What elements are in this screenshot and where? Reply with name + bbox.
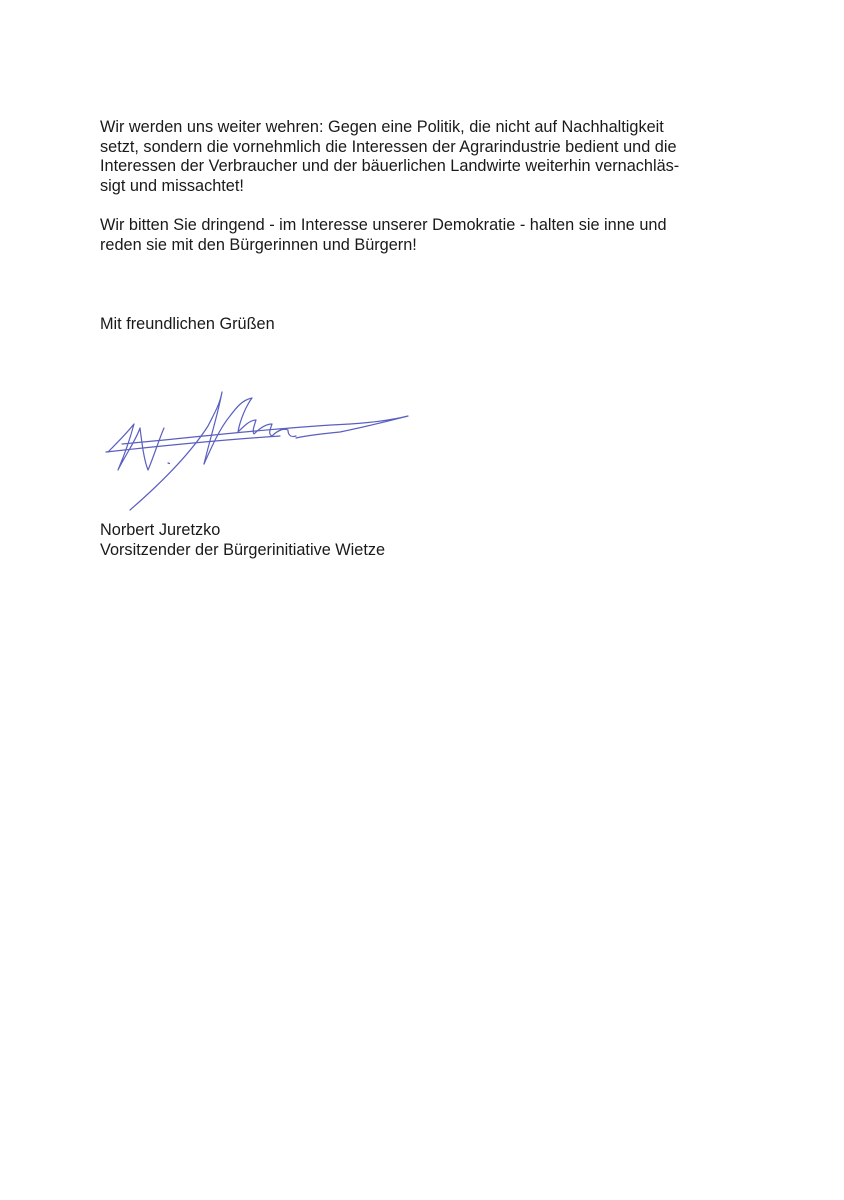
signer-name: Norbert Juretzko [100, 521, 221, 539]
paragraph-line: sigt und missachtet! [100, 176, 244, 195]
paragraph-resistance [100, 118, 679, 196]
closing-salutation: Mit freundlichen Grüßen [100, 315, 275, 333]
paragraph-line: setzt, sondern die vornehmlich die Interessen der Agrarindustrie bedient und die [100, 137, 677, 156]
paragraph-line: Interessen der Verbraucher und der bäuerlichen Landwirte weiterhin vernachläs- [100, 157, 680, 176]
paragraph-line: Wir bitten Sie dringend - im Interesse unserer Demokratie - halten sie inne und [100, 216, 667, 234]
paragraph-line: Wir werden uns weiter wehren: Gegen eine Politik, die nicht auf Nachhaltigkeit [100, 118, 664, 136]
signature-block [100, 521, 385, 560]
paragraph-line: reden sie mit den Bürgerinnen und Bürgern! [100, 235, 417, 254]
paragraph-request [100, 216, 667, 255]
signer-title: Vorsitzender der Bürgerinitiative Wietze [100, 540, 386, 559]
handwritten-signature [100, 384, 420, 520]
